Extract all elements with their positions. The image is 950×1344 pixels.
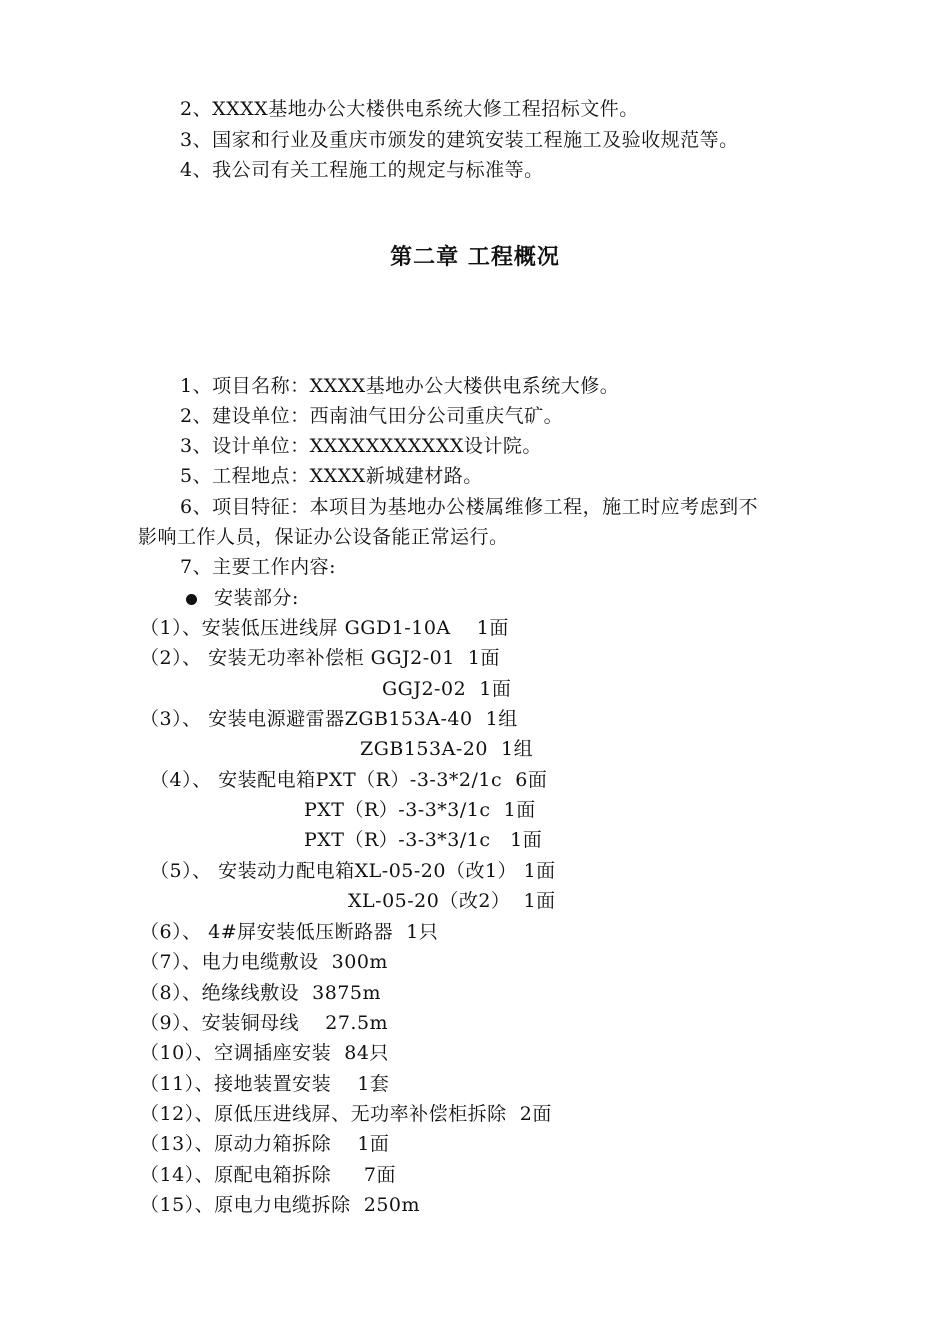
project-name: 1、项目名称：XXXX基地办公大楼供电系统大修。 xyxy=(180,375,620,397)
work-item-5-sub: XL-05-20（改2） 1面 xyxy=(348,890,556,912)
work-item-11: （11）、接地装置安装 1套 xyxy=(140,1073,390,1095)
work-item-4-sub2: PXT（R）-3-3*3/1c 1面 xyxy=(304,829,543,851)
project-location: 5、工程地点：XXXX新城建材路。 xyxy=(180,465,483,487)
work-item-3: （3）、 安装电源避雷器ZGB153A-40 1组 xyxy=(140,708,518,730)
chapter-title: 第二章 工程概况 xyxy=(390,245,560,270)
project-features-line1: 6、项目特征：本项目为基地办公楼属维修工程，施工时应考虑到不 xyxy=(180,496,759,518)
install-section-heading xyxy=(180,586,299,610)
work-item-3-sub: ZGB153A-20 1组 xyxy=(360,738,534,760)
main-work-heading: 7、主要工作内容: xyxy=(180,556,336,578)
work-item-15: （15）、原电力电缆拆除 250m xyxy=(140,1194,421,1216)
work-item-9: （9）、安装铜母线 27.5m xyxy=(140,1012,389,1034)
work-item-7: （7）、电力电缆敷设 300m xyxy=(140,951,388,973)
bullet-icon xyxy=(180,586,214,610)
basis-item-4: 4、我公司有关工程施工的规定与标准等。 xyxy=(180,159,544,181)
work-item-1: （1）、安装低压进线屏 GGD1-10A 1面 xyxy=(140,617,509,639)
work-item-10: （10）、空调插座安装 84只 xyxy=(140,1042,389,1064)
work-item-12: （12）、原低压进线屏、无功率补偿柜拆除 2面 xyxy=(140,1103,552,1125)
work-item-8: （8）、绝缘线敷设 3875m xyxy=(140,982,382,1004)
work-item-13: （13）、原动力箱拆除 1面 xyxy=(140,1133,390,1155)
owner-unit: 2、建设单位：西南油气田分公司重庆气矿。 xyxy=(180,405,564,427)
work-item-14: （14）、原配电箱拆除 7面 xyxy=(140,1164,396,1186)
basis-item-3: 3、国家和行业及重庆市颁发的建筑安装工程施工及验收规范等。 xyxy=(180,129,739,151)
work-item-5: （5）、 安装动力配电箱XL-05-20（改1） 1面 xyxy=(150,860,556,882)
work-item-6: （6）、 4#屏安装低压断路器 1只 xyxy=(140,921,439,943)
basis-item-2: 2、XXXX基地办公大楼供电系统大修工程招标文件。 xyxy=(180,98,639,120)
work-item-4-sub1: PXT（R）-3-3*3/1c 1面 xyxy=(304,799,536,821)
work-item-2: （2）、 安装无功率补偿柜 GGJ2-01 1面 xyxy=(140,647,500,669)
design-unit: 3、设计单位：XXXXXXXXXXX设计院。 xyxy=(180,435,542,457)
work-item-4: （4）、 安装配电箱PXT（R）-3-3*2/1c 6面 xyxy=(150,769,548,791)
work-item-2-sub: GGJ2-02 1面 xyxy=(382,678,512,700)
install-section-label: 安装部分: xyxy=(214,587,299,609)
project-features-line2: 影响工作人员，保证办公设备能正常运行。 xyxy=(138,526,509,548)
